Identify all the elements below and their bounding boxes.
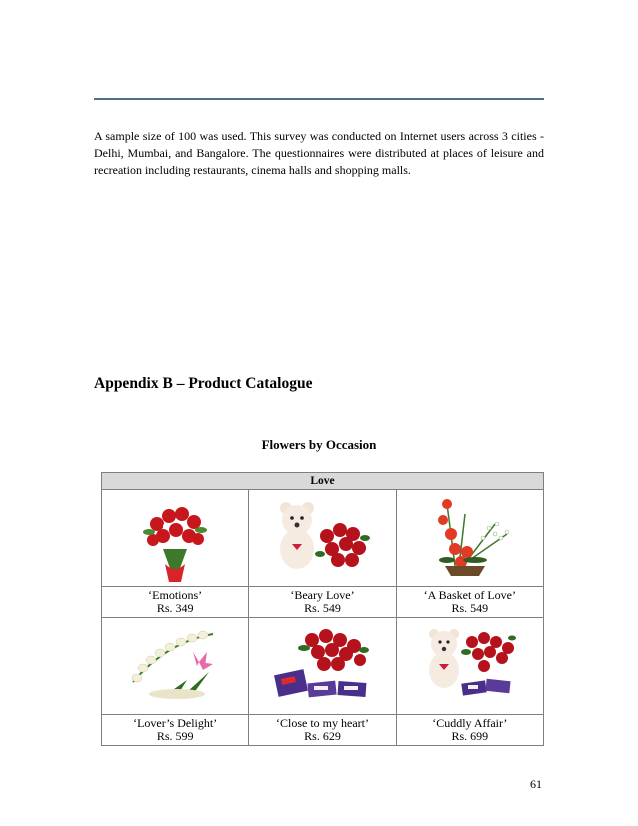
product-price: Rs. 599 [156,729,194,743]
survey-paragraph: A sample size of 100 was used. This survey was conducted on Internet users across 3 cities - Delhi, Mumbai, and Bangalore. The questionnaires were distributed at places of leisure and recreation including restaurants, cinema halls and shopping malls. [94,129,544,177]
product-price: Rs. 549 [451,601,489,615]
appendix-heading: Appendix B – Product Catalogue [94,375,313,392]
carnation-basket-icon [425,494,515,580]
product-image-cell [102,618,249,715]
product-caption [249,715,396,746]
product-name: ‘Cuddly Affair’ [432,716,508,730]
product-caption [102,587,249,618]
table-header-love: Love [102,473,544,490]
product-name: ‘Close to my heart’ [276,716,369,730]
product-price: Rs. 699 [451,729,489,743]
product-image-cell [396,618,543,715]
product-image-cell [249,490,396,587]
teddy-roses-chocolates-icon [422,622,518,702]
header-rule [94,98,544,100]
product-name: ‘Beary Love’ [290,588,355,602]
lily-arrangement-icon [127,622,223,702]
section-title: Flowers by Occasion [261,437,377,452]
product-name: ‘A Basket of Love’ [423,588,516,602]
teddy-bear-roses-icon [272,494,372,574]
product-name: ‘Lover’s Delight’ [133,716,218,730]
product-price: Rs. 549 [304,601,341,615]
product-catalogue-table [101,472,544,746]
red-rose-bouquet-icon [135,494,215,584]
product-image-cell [102,490,249,587]
product-price: Rs. 349 [156,601,194,615]
product-caption [249,587,396,618]
product-caption [396,587,543,618]
product-caption [396,715,543,746]
product-name: ‘Emotions’ [148,588,203,602]
product-image-cell [396,490,543,587]
product-caption [102,715,249,746]
roses-chocolates-icon [272,622,372,712]
product-price: Rs. 629 [304,729,341,743]
product-image-cell [249,618,396,715]
page-number: 61 [530,777,542,791]
